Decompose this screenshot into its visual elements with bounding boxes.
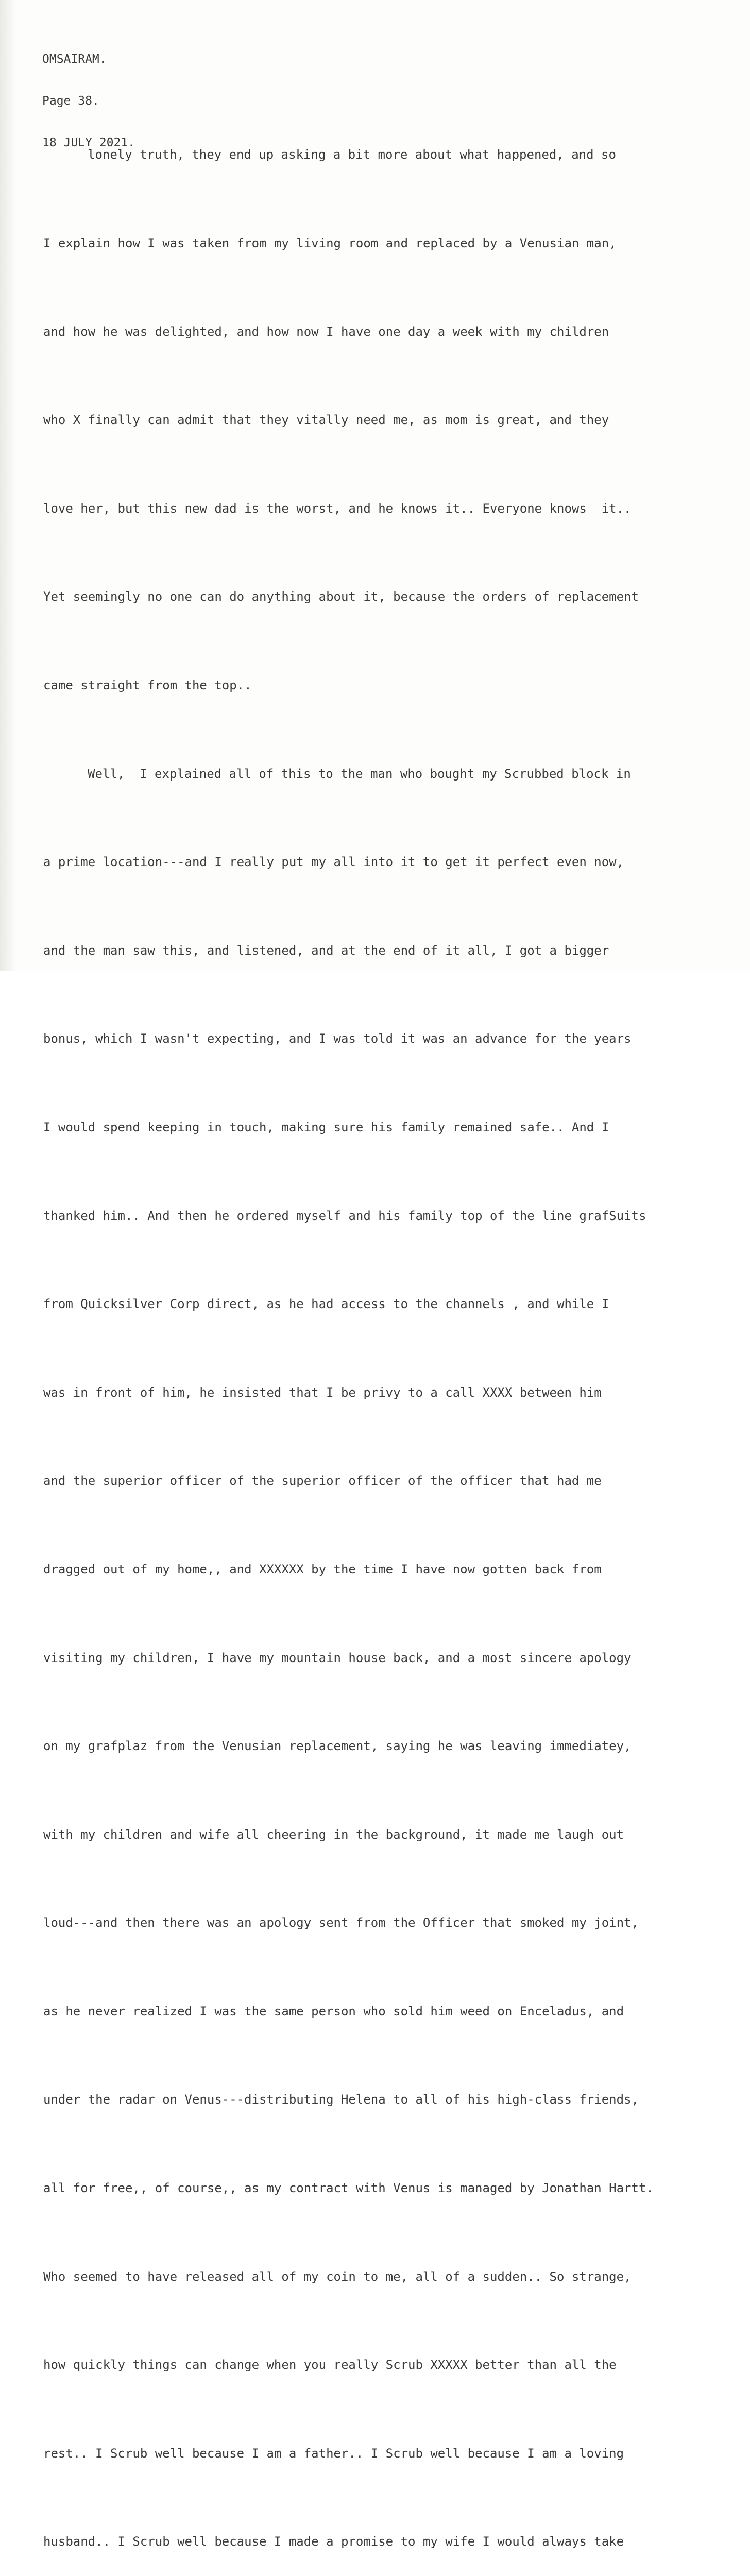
text-line: as he never realized I was the same person who sold him weed on Enceladus, and xyxy=(43,2004,624,2019)
text-line: I would spend keeping in touch, making sure his family remained safe.. And I xyxy=(43,1120,609,1134)
header-date: 18 JULY 2021. xyxy=(42,136,135,149)
text-line: on my grafplaz from the Venusian replacement, saying he was leaving immediatey, xyxy=(43,1739,632,1754)
text-line: lonely truth, they end up asking a bit more about what happened, and so xyxy=(88,147,616,162)
text-line: bonus, which I wasn't expecting, and I was told it was an advance for the years xyxy=(43,1031,632,1046)
text-line: and the superior officer of the superior officer of the officer that had me xyxy=(43,1473,602,1488)
text-line: rest.. I Scrub well because I am a father.. I Scrub well because I am a loving xyxy=(43,2446,624,2461)
text-line: and the man saw this, and listened, and at the end of it all, I got a bigger xyxy=(43,943,609,958)
text-line: came straight from the top.. xyxy=(43,677,252,692)
text-line: all for free,, of course,, as my contract with Venus is managed by Jonathan Hartt. xyxy=(43,2181,654,2196)
text-line: thanked him.. And then he ordered myself and his family top of the line grafSuits xyxy=(43,1208,646,1223)
text-line: I explain how I was taken from my living room and replaced by a Venusian man, xyxy=(43,236,617,250)
text-line: husband.. I Scrub well because I made a promise to my wife I would always take xyxy=(43,2534,624,2549)
text-line: Yet seemingly no one can do anything about it, because the orders of replacement xyxy=(43,589,639,604)
body-text xyxy=(43,81,750,2576)
text-line: who X finally can admit that they vitally need me, as mom is great, and they xyxy=(43,413,609,428)
text-line: loud---and then there was an apology sent from the Officer that smoked my joint, xyxy=(43,1916,639,1930)
header-title: OMSAIRAM. xyxy=(42,53,107,66)
text-line: under the radar on Venus---distributing Helena to all of his high-class friends, xyxy=(43,2092,639,2107)
header-page-number: Page 38. xyxy=(42,94,99,108)
text-line: dragged out of my home,, and XXXXXX by the time I have now gotten back from xyxy=(43,1562,602,1577)
text-line: a prime location---and I really put my all into it to get it perfect even now, xyxy=(43,855,624,870)
text-line: Who seemed to have released all of my coin to me, all of a sudden.. So strange, xyxy=(43,2269,632,2284)
text-line: Well, I explained all of this to the man who bought my Scrubbed block in xyxy=(88,766,631,781)
text-line: and how he was delighted, and how now I have one day a week with my children xyxy=(43,324,609,339)
text-line: with my children and wife all cheering in the background, it made me laugh out xyxy=(43,1827,624,1842)
text-line: visiting my children, I have my mountain house back, and a most sincere apology xyxy=(43,1650,632,1665)
text-line: was in front of him, he insisted that I be privy to a call XXXX between him xyxy=(43,1385,602,1400)
paper-left-edge xyxy=(0,0,15,971)
text-line: love her, but this new dad is the worst, and he knows it.. Everyone knows it.. xyxy=(43,501,632,516)
text-line: from Quicksilver Corp direct, as he had access to the channels , and while I xyxy=(43,1297,609,1312)
text-line: how quickly things can change when you really Scrub XXXXX better than all the xyxy=(43,2358,617,2372)
